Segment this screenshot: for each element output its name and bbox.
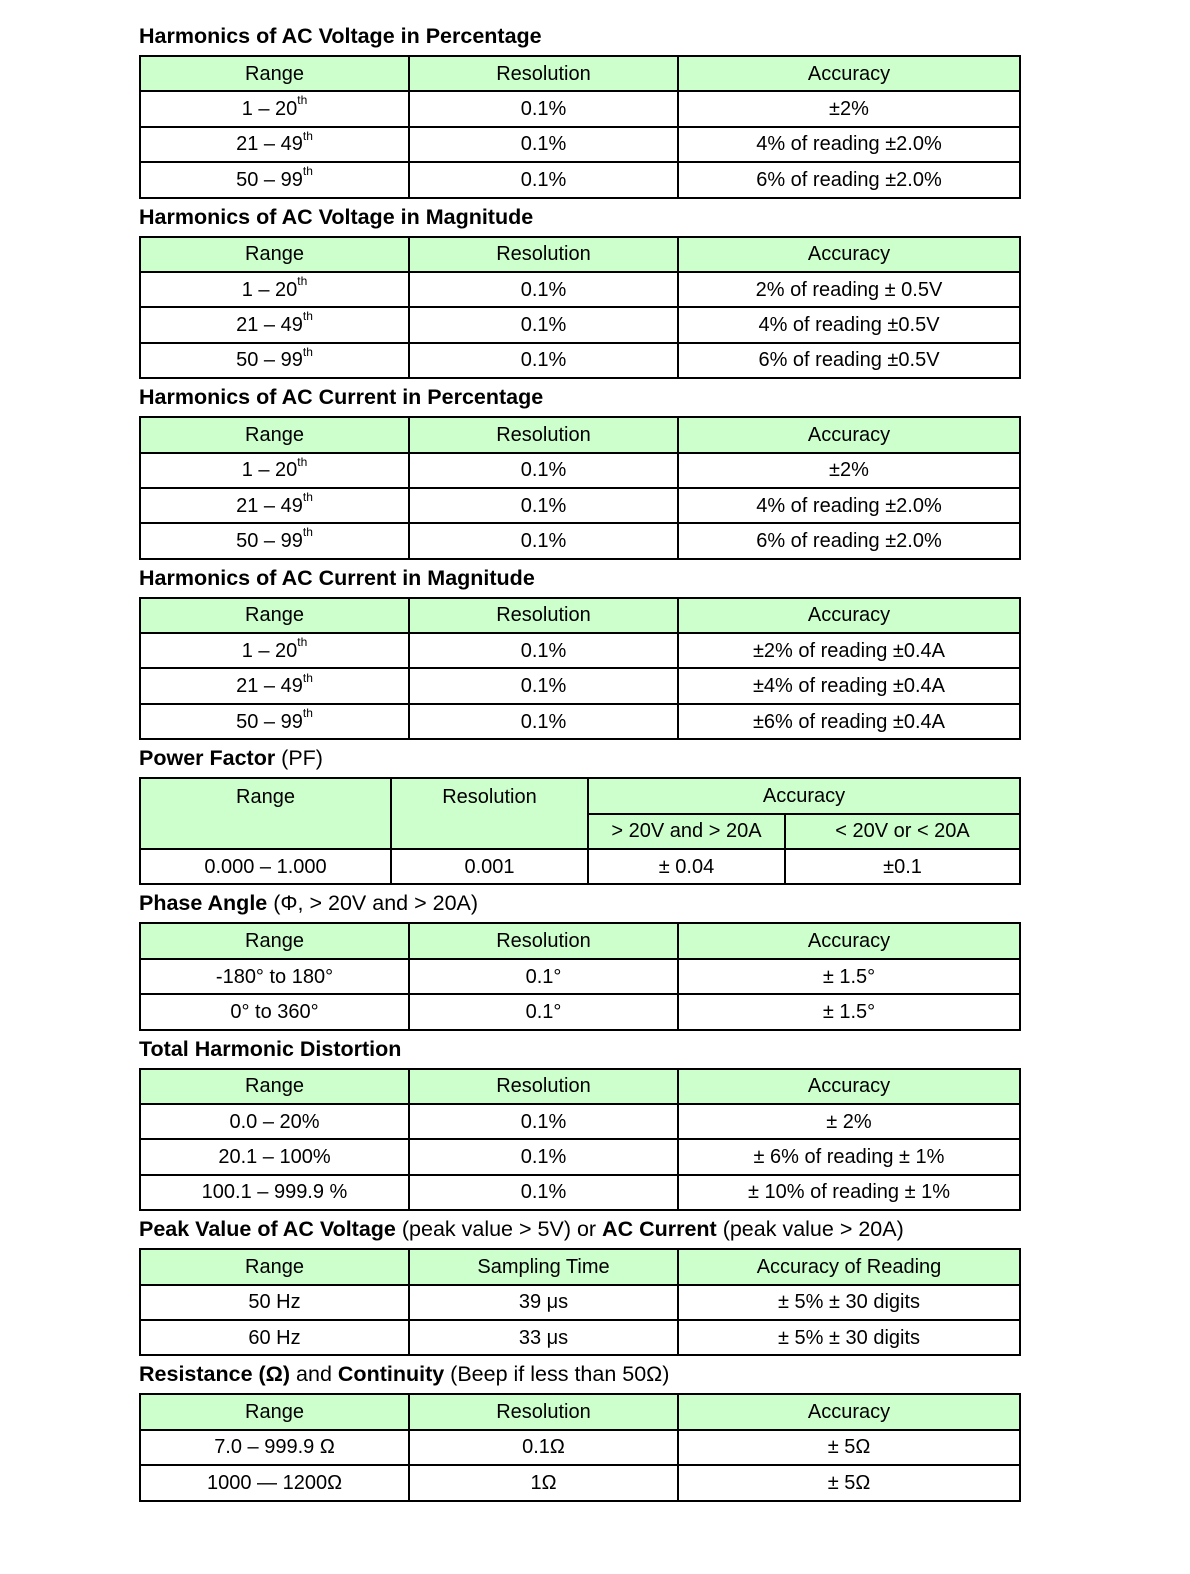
cell-range [140,668,409,703]
ordinal-suffix: th [302,489,313,504]
cell-resolution: 1Ω [409,1465,678,1500]
table-row [140,343,1020,378]
header-resolution: Resolution [391,778,588,849]
cell-range [140,162,409,197]
cell-resolution: 0.1Ω [409,1430,678,1465]
cell-range [140,272,409,307]
table-row [140,91,1020,126]
harmonics-section [139,199,1019,380]
section-title [139,1211,1019,1248]
cell-accuracy: 4% of reading ±0.5V [678,307,1020,342]
cell-accuracy: ±2% [678,91,1020,126]
table-row [140,162,1020,197]
cell-accuracy: ±2% [678,453,1020,488]
table-row [140,1430,1020,1465]
phase-angle-section [139,885,1019,1030]
cell-accuracy-low: ±0.1 [785,849,1020,884]
title-rest: (PF) [275,746,323,771]
table-row [140,453,1020,488]
cell-accuracy: ± 5% ± 30 digits [678,1285,1020,1320]
header-accuracy: Accuracy [678,923,1020,958]
title-rest: (peak value > 20A) [716,1217,904,1242]
section-title [139,199,1019,236]
cell-accuracy: ± 2% [678,1104,1020,1139]
cell-accuracy: 6% of reading ±0.5V [678,343,1020,378]
cell-resolution: 0.1% [409,453,678,488]
range-text: 0° to 360° [230,1000,319,1023]
table-row [140,668,1020,703]
cell-resolution: 0.1% [409,1104,678,1139]
ordinal-suffix: th [302,164,313,179]
ordinal-suffix: th [302,705,313,720]
ordinal-suffix: th [297,93,308,108]
header-accuracy: Accuracy [678,417,1020,452]
title-bold: Power Factor [139,746,276,771]
title-rest: and [290,1362,338,1387]
title-bold: Phase Angle [139,891,268,916]
ordinal-suffix: th [302,309,313,324]
header-resolution: Resolution [409,923,678,958]
harmonics-table [139,55,1021,199]
header-resolution: Resolution [409,598,678,633]
header-resolution: Resolution [409,56,678,91]
power-factor-section [139,740,1019,885]
header-accuracy: Accuracy [588,778,1020,813]
cell-resolution: 39 μs [409,1285,678,1320]
resistance-section [139,1356,1019,1501]
thd-table [139,1068,1021,1212]
cell-resolution: 0.1% [409,523,678,558]
title-bold: Peak Value of AC Voltage [139,1217,396,1242]
cell-accuracy: ± 5Ω [678,1430,1020,1465]
cell-resolution: 0.1% [409,162,678,197]
section-title [139,379,1019,416]
header-range: Range [140,778,391,849]
header-range: Range [140,1069,409,1104]
cell-accuracy: ±6% of reading ±0.4A [678,704,1020,739]
header-range: Range [140,923,409,958]
table-row [140,1465,1020,1500]
section-title [139,1031,1019,1068]
table-row [140,849,1020,884]
table-row [140,704,1020,739]
power-factor-table [139,777,1021,885]
range-text: 1 – 20 [241,459,298,482]
cell-range [140,91,409,126]
section-title [139,18,1019,55]
cell-resolution: 0.1% [409,1139,678,1174]
range-text: 50 – 99 [236,349,303,372]
table-row [140,1104,1020,1139]
peak-value-table [139,1248,1021,1356]
ordinal-suffix: th [302,128,313,143]
cell-range [140,1104,409,1139]
table-row [140,272,1020,307]
range-text: 50 – 99 [236,710,303,733]
range-text: 7.0 – 999.9 Ω [214,1436,335,1459]
cell-accuracy-high: ± 0.04 [588,849,785,884]
header-accuracy: Accuracy [678,1069,1020,1104]
harmonics-table [139,236,1021,380]
harmonics-table [139,416,1021,560]
header-resolution: Resolution [409,1069,678,1104]
header-accuracy: Accuracy [678,598,1020,633]
header-resolution: Sampling Time [409,1249,678,1284]
cell-range [140,959,409,994]
cell-resolution: 0.1% [409,633,678,668]
cell-range [140,994,409,1029]
ordinal-suffix: th [297,273,308,288]
header-range: Range [140,56,409,91]
ordinal-suffix: th [302,525,313,540]
harmonics-section [139,379,1019,560]
range-text: 50 Hz [248,1291,301,1314]
header-resolution: Resolution [409,417,678,452]
range-text: 1 – 20 [241,639,298,662]
table-row [140,307,1020,342]
header-accuracy: Accuracy [678,56,1020,91]
cell-range [140,523,409,558]
cell-resolution: 0.1° [409,959,678,994]
cell-resolution: 0.1% [409,272,678,307]
range-text: 100.1 – 999.9 % [201,1181,348,1204]
section-title [139,1356,1019,1393]
range-text: 21 – 49 [236,314,303,337]
cell-range [140,1175,409,1210]
cell-range [140,453,409,488]
header-range: Range [140,1394,409,1429]
spec-document [139,18,1019,1502]
title-rest: (Beep if less than 50Ω) [444,1362,670,1387]
cell-range [140,488,409,523]
cell-resolution: 0.001 [391,849,588,884]
header-accuracy: Accuracy [678,237,1020,272]
range-text: 50 – 99 [236,168,303,191]
cell-accuracy: 4% of reading ±2.0% [678,127,1020,162]
cell-range [140,1430,409,1465]
table-row [140,994,1020,1029]
range-text: 21 – 49 [236,675,303,698]
table-row [140,523,1020,558]
title-bold: Harmonics of AC Voltage in Magnitude [139,204,534,229]
table-row [140,1175,1020,1210]
section-title [139,740,1019,777]
cell-accuracy: 2% of reading ± 0.5V [678,272,1020,307]
header-resolution: Resolution [409,1394,678,1429]
cell-accuracy: ±2% of reading ±0.4A [678,633,1020,668]
title-bold: Harmonics of AC Current in Percentage [139,385,544,410]
title-bold: Harmonics of AC Current in Magnitude [139,565,535,590]
cell-accuracy: ± 6% of reading ± 1% [678,1139,1020,1174]
harmonics-section [139,560,1019,741]
header-range: Range [140,237,409,272]
range-text: 21 – 49 [236,133,303,156]
phase-angle-table [139,922,1021,1030]
range-text: 1 – 20 [241,98,298,121]
cell-range: 0.000 – 1.000 [140,849,391,884]
title-bold: Continuity [337,1362,445,1387]
cell-resolution: 33 μs [409,1320,678,1355]
section-title [139,560,1019,597]
range-text: 60 Hz [248,1326,301,1349]
section-title [139,885,1019,922]
cell-resolution: 0.1% [409,127,678,162]
cell-range [140,1285,409,1320]
cell-resolution: 0.1% [409,307,678,342]
header-accuracy: Accuracy of Reading [678,1249,1020,1284]
header-accuracy-low: < 20V or < 20A [785,814,1020,849]
cell-range [140,1139,409,1174]
cell-range [140,343,409,378]
range-text: 1 – 20 [241,278,298,301]
title-bold: Total Harmonic Distortion [139,1036,402,1061]
table-row [140,1139,1020,1174]
table-row [140,488,1020,523]
cell-accuracy: ± 5Ω [678,1465,1020,1500]
table-row [140,127,1020,162]
table-row [140,959,1020,994]
header-range: Range [140,417,409,452]
cell-resolution: 0.1% [409,668,678,703]
ordinal-suffix: th [302,344,313,359]
header-accuracy: Accuracy [678,1394,1020,1429]
thd-section [139,1031,1019,1212]
title-bold: Harmonics of AC Voltage in Percentage [139,24,542,48]
cell-range [140,1465,409,1500]
range-text: 20.1 – 100% [218,1146,331,1169]
cell-resolution: 0.1% [409,1175,678,1210]
cell-accuracy: ± 1.5° [678,994,1020,1029]
cell-accuracy: 4% of reading ±2.0% [678,488,1020,523]
cell-resolution: 0.1% [409,488,678,523]
cell-resolution: 0.1% [409,91,678,126]
cell-accuracy: 6% of reading ±2.0% [678,162,1020,197]
cell-accuracy: 6% of reading ±2.0% [678,523,1020,558]
harmonics-table [139,597,1021,741]
ordinal-suffix: th [297,454,308,469]
header-range: Range [140,1249,409,1284]
header-resolution: Resolution [409,237,678,272]
table-row [140,1320,1020,1355]
range-text: 0.0 – 20% [229,1110,320,1133]
title-bold: AC Current [602,1217,717,1242]
harmonics-section [139,18,1019,199]
range-text: -180° to 180° [215,965,334,988]
title-bold: Resistance (Ω) [139,1362,291,1387]
range-text: 21 – 49 [236,494,303,517]
ordinal-suffix: th [297,635,308,650]
title-rest: (Φ, > 20V and > 20A) [267,891,479,916]
cell-resolution: 0.1° [409,994,678,1029]
header-accuracy-high: > 20V and > 20A [588,814,785,849]
table-row [140,1285,1020,1320]
ordinal-suffix: th [302,670,313,685]
range-text: 50 – 99 [236,529,303,552]
cell-accuracy: ± 1.5° [678,959,1020,994]
header-range: Range [140,598,409,633]
cell-range [140,1320,409,1355]
cell-accuracy: ± 5% ± 30 digits [678,1320,1020,1355]
range-text: 1000 — 1200Ω [206,1471,343,1494]
resistance-table [139,1393,1021,1501]
cell-range [140,704,409,739]
cell-accuracy: ± 10% of reading ± 1% [678,1175,1020,1210]
cell-accuracy: ±4% of reading ±0.4A [678,668,1020,703]
cell-resolution: 0.1% [409,704,678,739]
peak-value-section [139,1211,1019,1356]
cell-range [140,633,409,668]
title-rest: (peak value > 5V) or [395,1217,603,1242]
table-row [140,633,1020,668]
cell-range [140,307,409,342]
cell-range [140,127,409,162]
cell-resolution: 0.1% [409,343,678,378]
